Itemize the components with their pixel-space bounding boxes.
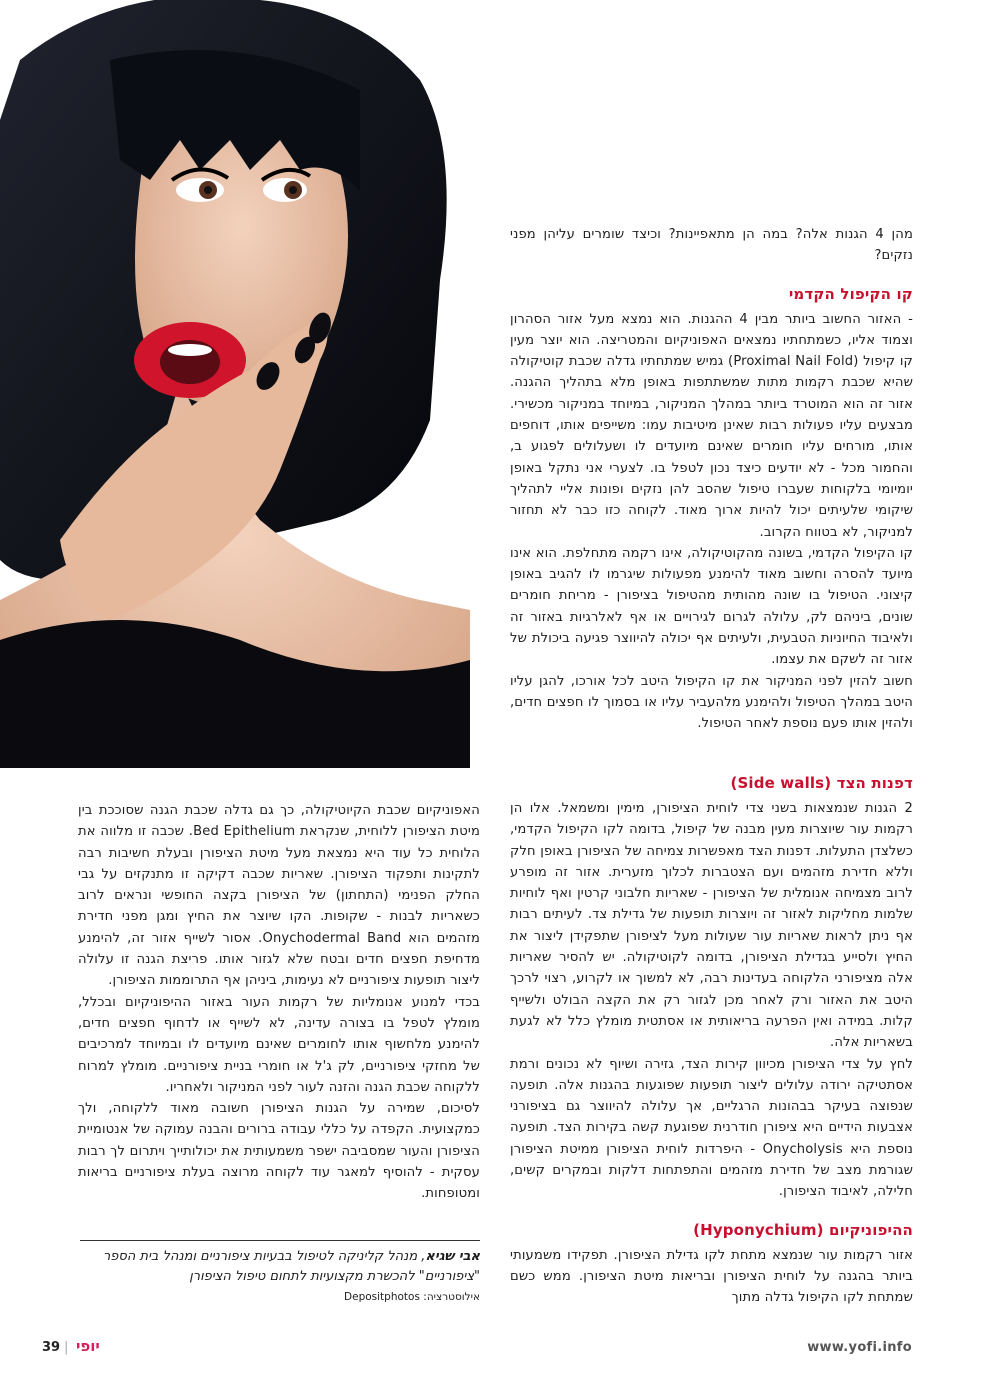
magazine-logo: יופי bbox=[76, 1337, 100, 1355]
section-paragraph: אזור רקמות עור שנמצא מתחת לקו גדילת הציפורן. תפקידו משמעותי ביותר בהגנה על לוחית הציפורן ובריאות מיטת הציפורן. ממש כשם שמתחת לקו הקיפול גדלה מתוך bbox=[510, 1247, 913, 1306]
section-paragraph: חשוב להזין לפני המניקור את קו הקיפול היטב לכל אורכו, להגן עליו היטב במהלך הטיפול ולהימנע מלהעביר עליו או בסמוך לו חפצים חדים, ולהזין אותו פעם נוספת לאחר הטיפול. bbox=[510, 673, 913, 732]
author-bio bbox=[80, 1247, 480, 1287]
section-heading: דפנות הצד (Side walls) bbox=[730, 774, 913, 792]
section-paragraph: לחץ על צדי הציפורן מכיוון קירות הצד, גזירה ושיוף לא נכונים ורמת אסתטיקה ירודה עלולים ליצור תופעות שפוגעות בהגנות אלה. תופעה שנפוצה בעיקר בבהונות הרגליים, אך עלולה להיווצר גם בציפורני אצבעות הידיים היא ציפורן חודרנית שפוגעת קשה בקירות הצד. תופעה נוספת היא Onycholysis - היפרדות לוחית הציפורן ממיטת הציפורן שגורמת מצב של חדירת מזהמים והתפתחות דלקות ובמקרים קשים, חלילה, לאיבוד הציפורן. bbox=[510, 1056, 913, 1200]
left-paragraph: בכדי למנוע אנומליות של רקמות העור באזור ההיפוניקיום ובכלל, מומלץ לטפל בו בצורה עדינה, לא לשייף או לדחוף חפצים חדים, להימנע מלחשוף אותו לחומרים שאינם מיועדים לו ובמיוחד למרכיבים של מחזקי ציפורניים, לק ג'ל או חומרי בניית ציפורניים. מומלץ למרוח ללקוחה שכבת הגנה והזנה לעור לפני המניקור ולאחריו. bbox=[78, 994, 480, 1095]
left-paragraph: לסיכום, שמירה על הגנות הציפורן חשובה מאוד ללקוחה, ולך כמקצועית. הקפדה על כללי עבודה ברורים והבנה עמוקה של אנטומיית הציפורן והעור שמסביבה ישפר משמעותית את יכולותייך ויתרום לך רבות עסקית - להוסיף למאגר עוד לקוחה מרוצה בעלת ציפורניים בריאות ומטופחות. bbox=[78, 1101, 480, 1202]
section-heading: קו הקיפול הקדמי bbox=[788, 284, 913, 303]
illustration-credit: אילוסטרציה: Depositphotos bbox=[344, 1291, 480, 1303]
author-description: , מנהל קליניקה לטיפול בבעיות ציפורניים ומנהל בית הספר "ציפורניים" להכשרת מקצועיות לתחום טיפול הציפורן bbox=[102, 1249, 480, 1284]
page-number: 39 bbox=[42, 1340, 61, 1355]
section-paragraph: - האזור החשוב ביותר מבין 4 ההגנות. הוא נמצא מעל אזור הסהרון וצמוד אליו, כשמתחתיו נמצאים האפוניקיום והמטריצה. הוא יוצר מעין קו קיפול (Proximal Nail Fold) גמיש שמתחתיו גדלה שכבת קוטיקולה שהיא שכבת רקמות מתות שמשתתפות באופן מלא בתהליך ההגנה. אזור זה הוא המוטרד ביותר במהלך המניקור, במיוחד במניקור מכשירי. מבצעים עליו פעולות רבות שאינן מיטיבות עמו: משייפים אותו, דוחפים אותו, מורחים עליו חומרים שאינם מיועדים לו ושעלולים לפגוע ב, והחמור מכל - לא יודעים כיצד נכון לטפל בו. לצערי אני נתקל באופן יומיומי בלקוחות שעברו טיפול שהסב להן נזקים ופונות אליי לתהליך שיקומי שלעיתים יכול להיות ארוך מאוד. לקוחה כזו כבר לא תחזור למניקור, לא בטווח הקרוב. bbox=[510, 311, 913, 540]
left-column bbox=[78, 800, 480, 1205]
website-url[interactable]: www.yofi.info bbox=[807, 1340, 912, 1355]
right-column-lower bbox=[510, 756, 913, 1309]
section-paragraph: 2 הגנות שנמצאות בשני צדי לוחית הציפורן, מימין ומשמאל. אלו הן רקמות עור שיוצרות מעין מבנה של קיפול, בדומה לקו הקיפול הקדמי, כשלצדן התעלות. דפנות הצד מאפשרות צמיחה של הציפורן באופן חלק וללא חדירת מזהמים ועם הצטברות לכלוך מזערית. אזור זה מופרע לרוב מצמיחה אנומלית של הציפורן - שאריות חלבוני קרטין ואף לוחיות שלמות מחליקות לאזור זה ויוצרות תופעות של גדילת צד. לעיתים רבות אף ניתן לראות שאריות עור שעולות מעל לציפורן שתפקידן ליצור את החיץ ולסייע בגדילת הציפורן, בדומה לקוטיקולה. יש להסיר שאריות אלה מציפורני הלקוחה בעדינות רבה, לא למשוך או לקרוע, רצוי לרכך היטב את האזור ורק לאחר מכן לגזור רק את הקצה הבולט ולשייף קלות. במידה ואין הפרעה בריאותית או אסתטית מומלץ כלל לא לגעת בשאריות אלה. bbox=[510, 801, 913, 1051]
section-paragraph: קו הקיפול הקדמי, בשונה מהקוטיקולה, אינו רקמה מתחלפת. הוא אינו מיועד להסרה וחשוב מאוד להימנע מפעולות שיגרמו לו להגיב באופן קיצוני. הטיפול בו שונה מהותית מהטיפול בציפורן - מריחת חומרים שונים, ביניהם לק, עלולה לגרום לגירויים או אף לאלרגיות באזור זה ולאיבוד החיוניות הטבעית, ולעיתים אף יכולה להיווצר פגיעה ביכולת של אזור זה לשקם את עצמו. bbox=[510, 545, 913, 668]
author-name: אבי שגיא bbox=[425, 1249, 480, 1264]
right-column bbox=[510, 224, 913, 735]
cover-photo bbox=[0, 0, 470, 768]
author-credit bbox=[80, 1240, 480, 1305]
footer-separator: | bbox=[64, 1340, 69, 1355]
section-heading: ההיפוניקיום (Hyponychium) bbox=[693, 1220, 913, 1239]
page-footer bbox=[0, 1336, 990, 1366]
left-paragraph: האפוניקיום שכבת הקיוטיקולה, כך גם גדלה שכבת הגנה שסוככת בין מיטת הציפורן ללוחית, שנקראת Bed Epithelium. שכבה זו מלווה את הלוחית כל עוד היא נמצאת מעל מיטת הציפורן ובעלת חשיבות רבה לתקינות ותפקוד הציפורן. שאריות שכבה דקיקה זו מתנקזים על גבי החלק הפנימי (התחתון) של הציפורן בקצה החופשי ונראים לרוב כשאריות לבנות - שקופות. הקו שיוצר את החיץ ומגן מפני חדירת מזהמים הוא Onychodermal Band. אסור לשייף אזור זה, להימנע מדחיפת חפצים חדים ובטח שלא לגזור אותו. פריצת הגנה זו עלולה ליצור תופעות ציפורניים לא נעימות, ביניהן אף התרוממות הציפורן. bbox=[78, 803, 481, 989]
intro-paragraph: מהן 4 הגנות אלה? במה הן מתאפיינות? וכיצד שומרים עליהן מפני נזקים? bbox=[510, 227, 913, 264]
